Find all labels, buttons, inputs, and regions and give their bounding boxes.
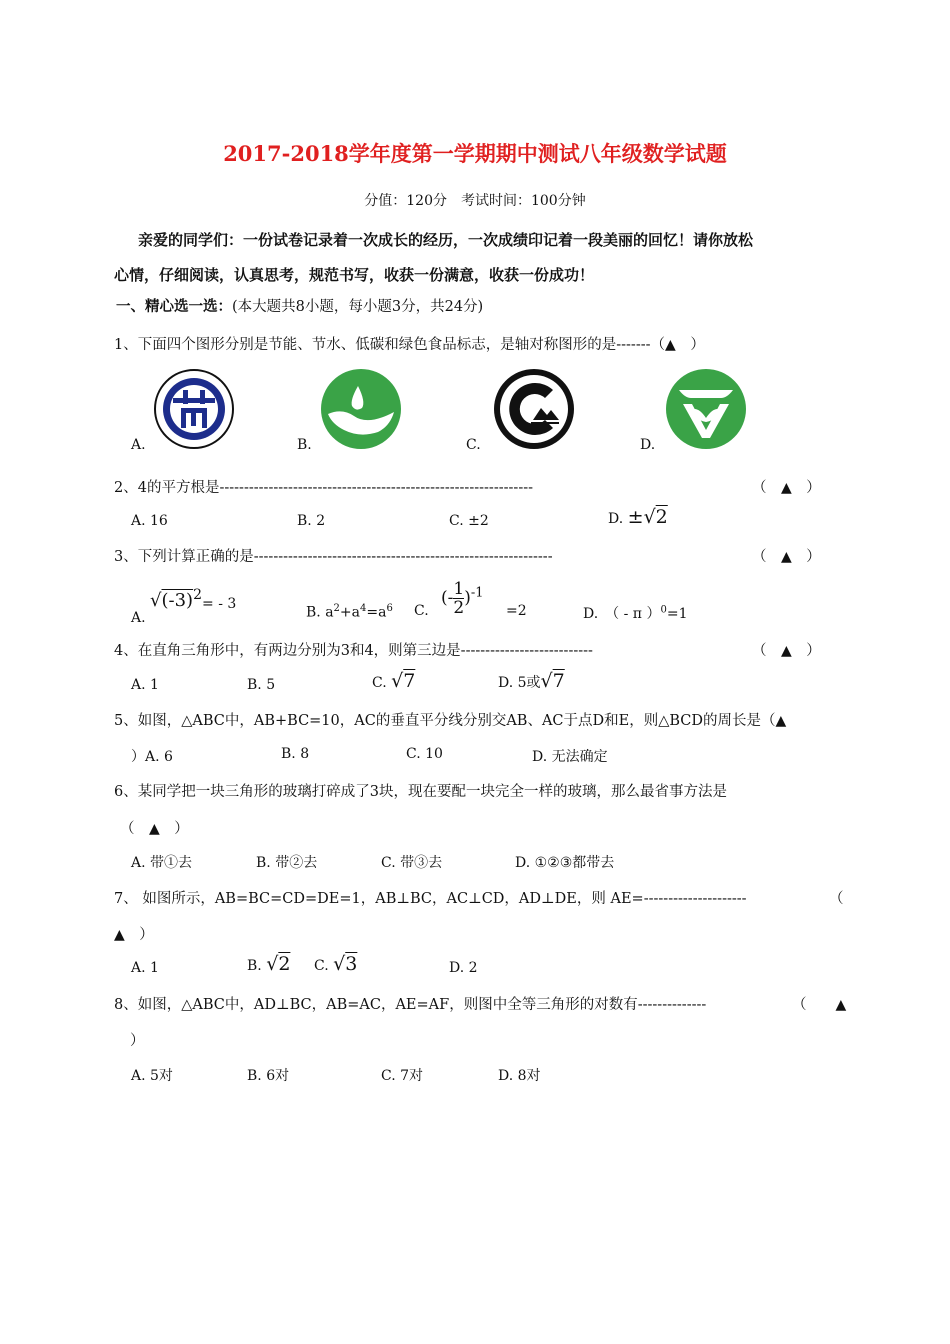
option-1a: A. bbox=[131, 437, 146, 453]
option-7c bbox=[314, 953, 357, 975]
question-4-text: 4、在直角三角形中，有两边分别为3和4，则第三边是--------------------------- bbox=[114, 643, 593, 659]
paren: ( bbox=[441, 588, 448, 608]
intro-line-1: 亲爱的同学们：一份试卷记录着一次成长的经历，一次成绩印记着一段美丽的回忆！请你放松 bbox=[138, 231, 754, 249]
radicand: 7 bbox=[403, 670, 416, 692]
sign: - bbox=[447, 588, 454, 608]
question-1-stem: 1、下面四个图形分别是节能、节水、低碳和绿色食品标志，是轴对称图形的是-------（ bbox=[114, 337, 666, 353]
paren-close: ） bbox=[806, 643, 821, 659]
answer-triangle-icon: ▲ bbox=[114, 927, 125, 943]
option-3c-result: =2 bbox=[506, 603, 527, 619]
option-4a: A. 1 bbox=[131, 677, 159, 693]
option-3b-base: B. a bbox=[306, 604, 334, 621]
answer-triangle-icon: ▲ bbox=[835, 997, 847, 1013]
option-7d: D. 2 bbox=[449, 960, 478, 976]
question-1-close: ） bbox=[690, 337, 705, 353]
exponent: 2 bbox=[193, 587, 203, 603]
option-5d: D. 无法确定 bbox=[532, 749, 608, 765]
option-4d bbox=[498, 670, 565, 692]
question-3-answer-box bbox=[752, 545, 821, 566]
option-2a: A. 16 bbox=[131, 513, 168, 529]
question-2-answer-box bbox=[752, 476, 821, 497]
energy-saving-logo-icon bbox=[153, 368, 235, 450]
section-note: (本大题共8小题，每小题3分，共24分) bbox=[232, 299, 484, 315]
question-6-answer-box bbox=[120, 817, 189, 838]
exponent: 6 bbox=[386, 603, 393, 614]
option-3b-eq: =a bbox=[366, 604, 387, 621]
option-8d: D. 8对 bbox=[498, 1068, 541, 1084]
sqrt-expr: $√(-3)^2$ bbox=[150, 587, 203, 611]
answer-triangle-icon: ▲ bbox=[781, 480, 792, 496]
plus-minus: ± bbox=[627, 506, 644, 528]
option-5a: A. 6 bbox=[145, 749, 173, 765]
paren-open: （ bbox=[120, 821, 135, 837]
option-1d: D. bbox=[640, 437, 656, 453]
option-3d-base: D. （ - π ） bbox=[583, 606, 661, 622]
intro-line-2: 心情，仔细阅读，认真思考，规范书写，收获一份满意，收获一份成功！ bbox=[114, 266, 595, 284]
section-heading bbox=[116, 295, 483, 316]
question-4-answer-box bbox=[752, 639, 821, 660]
option-8c: C. 7对 bbox=[381, 1068, 424, 1084]
option-7a: A. 1 bbox=[131, 960, 159, 976]
option-5b: B. 8 bbox=[281, 746, 310, 762]
sqrt-expr: √2 bbox=[266, 953, 291, 975]
option-3c-label: C. bbox=[414, 603, 429, 619]
paren-open: （ bbox=[752, 480, 767, 496]
paren-close: ） bbox=[806, 549, 821, 565]
paren-open: （ bbox=[752, 643, 767, 659]
radicand: 3 bbox=[345, 953, 358, 975]
sqrt-expr: √7 bbox=[540, 670, 565, 692]
sqrt-expr: ±√2 bbox=[627, 506, 668, 528]
denominator: 2 bbox=[453, 598, 465, 618]
numerator: 1 bbox=[453, 579, 465, 599]
paren-open: （ bbox=[829, 891, 844, 907]
question-7-text: 7、 如图所示，AB=BC=CD=DE=1，AB⊥BC，AC⊥CD，AD⊥DE，则 AE=--------------------- bbox=[114, 891, 747, 907]
option-7b bbox=[247, 953, 290, 975]
question-1-text bbox=[114, 333, 705, 354]
question-8-text: 8、如图，△ABC中，AD⊥BC，AB=AC，AE=AF，则图中全等三角形的对数有-------------- bbox=[114, 997, 707, 1013]
answer-triangle-icon: ▲ bbox=[775, 713, 787, 729]
question-8-answer-box bbox=[792, 993, 846, 1014]
option-3b-plus: +a bbox=[339, 604, 360, 621]
option-6b: B. 带②去 bbox=[256, 855, 318, 871]
question-6-text: 6、某同学把一块三角形的玻璃打碎成了3块，现在要配一块完全一样的玻璃，那么最省事方法是 bbox=[114, 784, 727, 800]
paren-close: ） bbox=[174, 821, 189, 837]
answer-triangle-icon: ▲ bbox=[665, 337, 676, 353]
answer-triangle-icon: ▲ bbox=[781, 549, 792, 565]
water-saving-logo-icon bbox=[320, 368, 402, 450]
radicand: 7 bbox=[552, 670, 565, 692]
question-5-stem: 5、如图，△ABC中，AB+BC=10，AC的垂直平分线分别交AB、AC于点D和E，则△BCD的周长是（ bbox=[114, 713, 776, 729]
low-carbon-logo-icon bbox=[493, 368, 575, 450]
answer-triangle-icon: ▲ bbox=[781, 643, 792, 659]
paren-open: （ bbox=[792, 997, 807, 1013]
option-8a: A. 5对 bbox=[131, 1068, 173, 1084]
question-5-options bbox=[131, 746, 173, 766]
section-title: 一、精心选一选： bbox=[116, 298, 232, 315]
exponent: -1 bbox=[470, 585, 484, 601]
radicand: 2 bbox=[278, 953, 291, 975]
option-2d-label: D. bbox=[608, 511, 624, 527]
paren-open: （ bbox=[752, 549, 767, 565]
question-5-text bbox=[114, 709, 786, 730]
green-food-logo-icon bbox=[665, 368, 747, 450]
option-7b-label: B. bbox=[247, 958, 262, 974]
option-4c bbox=[372, 670, 415, 692]
option-2b: B. 2 bbox=[297, 513, 326, 529]
answer-triangle-icon: ▲ bbox=[149, 821, 160, 837]
option-5c: C. 10 bbox=[406, 746, 443, 762]
paren-close: ） bbox=[806, 480, 821, 496]
option-3b bbox=[306, 603, 393, 621]
option-4c-label: C. bbox=[372, 675, 387, 691]
paren: ) bbox=[464, 588, 471, 608]
option-3a bbox=[131, 587, 237, 626]
option-6a: A. 带①去 bbox=[131, 855, 193, 871]
option-3c-fraction bbox=[441, 580, 484, 617]
option-3d bbox=[583, 603, 687, 623]
paren-close: ） bbox=[131, 749, 145, 765]
radicand: 2 bbox=[655, 506, 668, 528]
sqrt-expr: √7 bbox=[391, 670, 416, 692]
option-4b: B. 5 bbox=[247, 677, 276, 693]
paren-close: ） bbox=[139, 927, 154, 943]
exponent: 4 bbox=[360, 603, 367, 614]
option-6c: C. 带③去 bbox=[381, 855, 443, 871]
exponent: 0 bbox=[660, 604, 667, 616]
option-4d-label: D. 5或 bbox=[498, 675, 541, 691]
option-8b: B. 6对 bbox=[247, 1068, 290, 1084]
page-title: 2017-2018学年度第一学期期中测试八年级数学试题 bbox=[223, 141, 727, 166]
option-2d bbox=[608, 506, 668, 528]
question-2-text: 2、4的平方根是---------------------------------------------------------------- bbox=[114, 480, 534, 496]
exam-info: 分值：120分 考试时间：100分钟 bbox=[364, 193, 586, 209]
option-3d-result: =1 bbox=[666, 606, 688, 622]
question-3-text: 3、下列计算正确的是------------------------------------------------------------- bbox=[114, 549, 553, 565]
option-6d: D. ①②③都带去 bbox=[515, 855, 615, 871]
sqrt-expr: √3 bbox=[333, 953, 358, 975]
radicand: (-3) bbox=[161, 590, 194, 611]
option-3a-label: A. bbox=[131, 610, 146, 626]
paren-close: ） bbox=[130, 1033, 145, 1049]
fraction bbox=[453, 580, 464, 617]
option-1c: C. bbox=[466, 437, 481, 453]
option-2c: C. ±2 bbox=[449, 513, 489, 529]
exponent: 2 bbox=[333, 603, 340, 614]
option-1b: B. bbox=[297, 437, 312, 453]
question-7-answer-box bbox=[114, 923, 154, 944]
option-3a-result: = - 3 bbox=[202, 596, 237, 612]
option-7c-label: C. bbox=[314, 958, 329, 974]
